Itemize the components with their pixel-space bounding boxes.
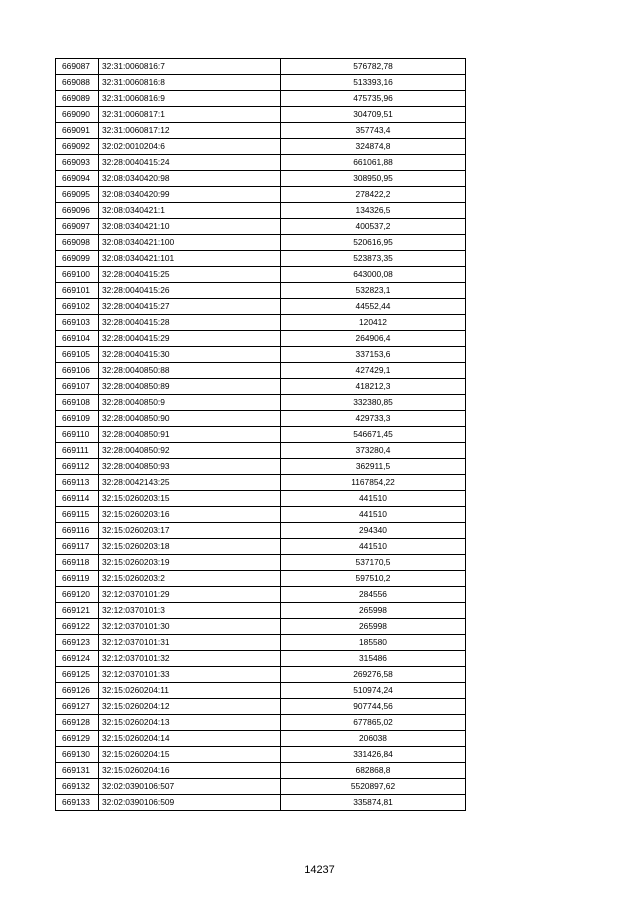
cadastral-number-cell: 32:12:0370101:3 [99,603,281,619]
table-row [56,459,466,475]
table-row [56,251,466,267]
table-row [56,539,466,555]
value-cell: 661061,88 [281,155,466,171]
value-cell: 278422,2 [281,187,466,203]
table-row [56,411,466,427]
cadastral-number-cell: 32:15:0260204:13 [99,715,281,731]
cadastral-number-cell: 32:28:0040850:91 [99,427,281,443]
cadastral-number-cell: 32:15:0260204:16 [99,763,281,779]
value-cell: 44552,44 [281,299,466,315]
cadastral-number-cell: 32:08:0340421:1 [99,203,281,219]
table-row [56,523,466,539]
value-cell: 5520897,62 [281,779,466,795]
cadastral-number-cell: 32:08:0340420:99 [99,187,281,203]
row-id-cell: 669100 [56,267,99,283]
row-id-cell: 669102 [56,299,99,315]
cadastral-number-cell: 32:28:0040415:29 [99,331,281,347]
row-id-cell: 669123 [56,635,99,651]
cadastral-number-cell: 32:15:0260203:2 [99,571,281,587]
cadastral-number-cell: 32:15:0260204:12 [99,699,281,715]
cadastral-number-cell: 32:12:0370101:30 [99,619,281,635]
cadastral-number-cell: 32:31:0060816:7 [99,59,281,75]
value-cell: 643000,08 [281,267,466,283]
value-cell: 427429,1 [281,363,466,379]
value-cell: 373280,4 [281,443,466,459]
row-id-cell: 669130 [56,747,99,763]
value-cell: 532823,1 [281,283,466,299]
table-row [56,635,466,651]
value-cell: 264906,4 [281,331,466,347]
table-row [56,235,466,251]
table-row [56,363,466,379]
table-row [56,763,466,779]
table-row [56,651,466,667]
row-id-cell: 669128 [56,715,99,731]
cadastral-number-cell: 32:28:0040415:30 [99,347,281,363]
cadastral-number-cell: 32:28:0040850:90 [99,411,281,427]
data-table [55,58,466,811]
value-cell: 907744,56 [281,699,466,715]
row-id-cell: 669108 [56,395,99,411]
table-row [56,347,466,363]
table-row [56,587,466,603]
value-cell: 269276,58 [281,667,466,683]
row-id-cell: 669098 [56,235,99,251]
row-id-cell: 669114 [56,491,99,507]
row-id-cell: 669110 [56,427,99,443]
row-id-cell: 669092 [56,139,99,155]
row-id-cell: 669113 [56,475,99,491]
cadastral-number-cell: 32:15:0260203:19 [99,555,281,571]
row-id-cell: 669122 [56,619,99,635]
cadastral-number-cell: 32:08:0340421:101 [99,251,281,267]
value-cell: 284556 [281,587,466,603]
table-row [56,683,466,699]
table-row [56,315,466,331]
cadastral-number-cell: 32:15:0260204:15 [99,747,281,763]
value-cell: 520616,95 [281,235,466,251]
cadastral-number-cell: 32:15:0260203:15 [99,491,281,507]
value-cell: 523873,35 [281,251,466,267]
value-cell: 337153,6 [281,347,466,363]
value-cell: 537170,5 [281,555,466,571]
cadastral-number-cell: 32:28:0040850:93 [99,459,281,475]
cadastral-number-cell: 32:31:0060816:8 [99,75,281,91]
value-cell: 441510 [281,539,466,555]
row-id-cell: 669112 [56,459,99,475]
table-row [56,491,466,507]
cadastral-number-cell: 32:12:0370101:32 [99,651,281,667]
row-id-cell: 669088 [56,75,99,91]
table-row [56,139,466,155]
cadastral-number-cell: 32:28:0040415:25 [99,267,281,283]
value-cell: 185580 [281,635,466,651]
value-cell: 400537,2 [281,219,466,235]
row-id-cell: 669131 [56,763,99,779]
value-cell: 362911,5 [281,459,466,475]
row-id-cell: 669109 [56,411,99,427]
value-cell: 315486 [281,651,466,667]
value-cell: 331426,84 [281,747,466,763]
table-row [56,331,466,347]
table-row [56,443,466,459]
table-row [56,283,466,299]
table-row [56,795,466,811]
value-cell: 357743,4 [281,123,466,139]
row-id-cell: 669087 [56,59,99,75]
row-id-cell: 669089 [56,91,99,107]
table-row [56,555,466,571]
row-id-cell: 669126 [56,683,99,699]
row-id-cell: 669125 [56,667,99,683]
value-cell: 418212,3 [281,379,466,395]
table-row [56,171,466,187]
row-id-cell: 669132 [56,779,99,795]
table-row [56,107,466,123]
cadastral-number-cell: 32:15:0260203:16 [99,507,281,523]
page-number: 14237 [304,864,335,876]
value-cell: 510974,24 [281,683,466,699]
cadastral-number-cell: 32:12:0370101:29 [99,587,281,603]
table-row [56,731,466,747]
cadastral-number-cell: 32:28:0040415:27 [99,299,281,315]
cadastral-number-cell: 32:31:0060817:1 [99,107,281,123]
cadastral-number-cell: 32:12:0370101:31 [99,635,281,651]
value-cell: 429733,3 [281,411,466,427]
row-id-cell: 669093 [56,155,99,171]
value-cell: 677865,02 [281,715,466,731]
table-row [56,747,466,763]
cadastral-number-cell: 32:28:0040415:24 [99,155,281,171]
cadastral-number-cell: 32:28:0040850:88 [99,363,281,379]
value-cell: 513393,16 [281,75,466,91]
table-row [56,667,466,683]
table-row [56,699,466,715]
cadastral-number-cell: 32:28:0040850:9 [99,395,281,411]
table-row [56,475,466,491]
cadastral-number-cell: 32:28:0040850:89 [99,379,281,395]
row-id-cell: 669111 [56,443,99,459]
table-row [56,299,466,315]
value-cell: 304709,51 [281,107,466,123]
row-id-cell: 669094 [56,171,99,187]
row-id-cell: 669127 [56,699,99,715]
value-cell: 324874,8 [281,139,466,155]
cadastral-number-cell: 32:15:0260204:14 [99,731,281,747]
table-body [56,59,466,811]
row-id-cell: 669091 [56,123,99,139]
cadastral-number-cell: 32:31:0060816:9 [99,91,281,107]
row-id-cell: 669107 [56,379,99,395]
value-cell: 597510,2 [281,571,466,587]
cadastral-number-cell: 32:28:0040850:92 [99,443,281,459]
value-cell: 1167854,22 [281,475,466,491]
value-cell: 134326,5 [281,203,466,219]
row-id-cell: 669115 [56,507,99,523]
row-id-cell: 669119 [56,571,99,587]
cadastral-number-cell: 32:15:0260204:11 [99,683,281,699]
value-cell: 335874,81 [281,795,466,811]
table-row [56,75,466,91]
value-cell: 265998 [281,619,466,635]
table-row [56,715,466,731]
row-id-cell: 669105 [56,347,99,363]
cadastral-number-cell: 32:02:0390106:509 [99,795,281,811]
row-id-cell: 669129 [56,731,99,747]
cadastral-number-cell: 32:28:0042143:25 [99,475,281,491]
cadastral-number-cell: 32:28:0040415:28 [99,315,281,331]
table-row [56,379,466,395]
row-id-cell: 669103 [56,315,99,331]
value-cell: 294340 [281,523,466,539]
cadastral-number-cell: 32:15:0260203:18 [99,539,281,555]
table-row [56,123,466,139]
value-cell: 576782,78 [281,59,466,75]
row-id-cell: 669117 [56,539,99,555]
table-row [56,619,466,635]
row-id-cell: 669116 [56,523,99,539]
cadastral-number-cell: 32:08:0340421:100 [99,235,281,251]
row-id-cell: 669097 [56,219,99,235]
table-row [56,267,466,283]
row-id-cell: 669095 [56,187,99,203]
row-id-cell: 669104 [56,331,99,347]
value-cell: 265998 [281,603,466,619]
table-row [56,427,466,443]
cadastral-number-cell: 32:02:0010204:6 [99,139,281,155]
value-cell: 441510 [281,507,466,523]
row-id-cell: 669118 [56,555,99,571]
row-id-cell: 669099 [56,251,99,267]
row-id-cell: 669120 [56,587,99,603]
table-row [56,187,466,203]
cadastral-number-cell: 32:31:0060817:12 [99,123,281,139]
cadastral-number-cell: 32:02:0390106:507 [99,779,281,795]
value-cell: 546671,45 [281,427,466,443]
table-row [56,155,466,171]
table-row [56,571,466,587]
cadastral-number-cell: 32:15:0260203:17 [99,523,281,539]
value-cell: 308950,95 [281,171,466,187]
row-id-cell: 669133 [56,795,99,811]
table-row [56,91,466,107]
table-row [56,59,466,75]
table-row [56,779,466,795]
cadastral-number-cell: 32:08:0340421:10 [99,219,281,235]
row-id-cell: 669096 [56,203,99,219]
value-cell: 206038 [281,731,466,747]
cadastral-number-cell: 32:28:0040415:26 [99,283,281,299]
table-row [56,219,466,235]
cadastral-number-cell: 32:08:0340420:98 [99,171,281,187]
table-row [56,603,466,619]
table-row [56,203,466,219]
row-id-cell: 669101 [56,283,99,299]
value-cell: 120412 [281,315,466,331]
table-row [56,395,466,411]
value-cell: 475735,96 [281,91,466,107]
row-id-cell: 669090 [56,107,99,123]
table-row [56,507,466,523]
value-cell: 682868,8 [281,763,466,779]
row-id-cell: 669121 [56,603,99,619]
value-cell: 441510 [281,491,466,507]
row-id-cell: 669124 [56,651,99,667]
value-cell: 332380,85 [281,395,466,411]
cadastral-number-cell: 32:12:0370101:33 [99,667,281,683]
row-id-cell: 669106 [56,363,99,379]
